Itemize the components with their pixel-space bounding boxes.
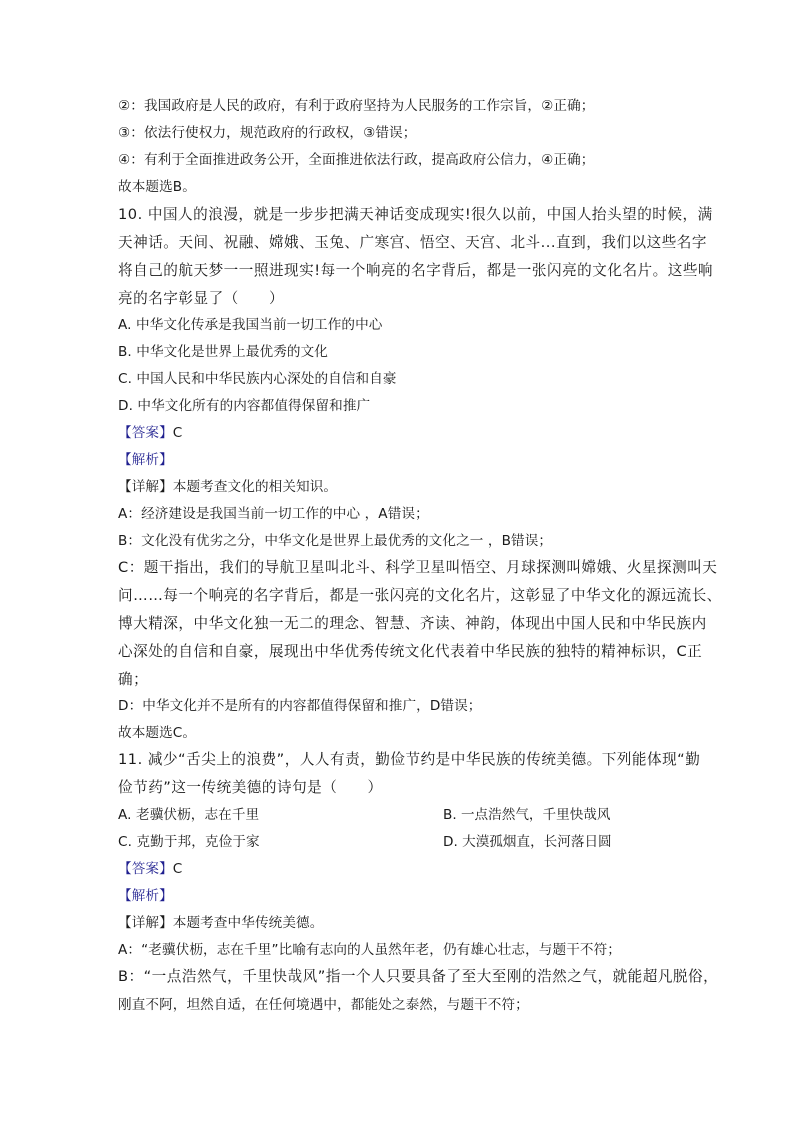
detail-text: 本题考查文化的相关知识。	[172, 479, 338, 495]
q10-option-c: C. 中国人民和中华民族内心深处的自信和自豪	[118, 371, 397, 387]
q10-stem-line-3: 将自己的航天梦一一照进现实!每一个响亮的名字背后，都是一张闪亮的文化名片。这些响	[118, 262, 714, 279]
q10-stem-line-2: 天神话。天间、祝融、嫦娥、玉兔、广寒宫、悟空、天宫、北斗...直到，我们以这些名字	[118, 234, 707, 251]
detail-tag: 【详解】	[118, 915, 173, 931]
q10-analysis-b: B：文化没有优劣之分，中华文化是世界上最优秀的文化之一 ，B错误；	[118, 533, 553, 549]
q10-conclusion: 故本题选C。	[118, 725, 197, 741]
q10-stem-line-1: 10. 中国人的浪漫，就是一步步把满天神话变成现实!很久以前，中国人抬头望的时候，满	[118, 206, 713, 223]
q11-detail	[118, 913, 323, 933]
q11-analysis-b-line-1: B：“一点浩然气，千里快哉风”指一个人只要具备了至大至刚的浩然之气，就能超凡脱俗，	[118, 968, 719, 985]
q10-detail	[118, 477, 337, 497]
q11-option-d: D. 大漠孤烟直，长河落日圆	[443, 834, 612, 850]
q11-option-a: A. 老骥伏枥，志在千里	[118, 807, 260, 823]
q10-stem-line-4: 亮的名字彰显了（ ）	[118, 290, 285, 307]
q11-analysis-b-line-2: 刚直不阿，坦然自适，在任何境遇中，都能处之泰然，与题干不符；	[118, 997, 529, 1013]
q11-option-b: B. 一点浩然气，千里快哉风	[443, 807, 611, 823]
q11-stem-line-2: 俭节药”这一传统美德的诗句是（ ）	[118, 779, 383, 796]
q10-answer	[118, 423, 182, 443]
q10-analysis-tag: 【解析】	[118, 452, 173, 468]
q11-answer	[118, 859, 182, 879]
q10-analysis-c-line-5: 确；	[118, 671, 149, 688]
q11-analysis-a: A：“老骥伏枥，志在千里”比喻有志向的人虽然年老，仍有雄心壮志，与题干不符；	[118, 942, 621, 958]
q10-analysis-c-line-4: 心深处的自信和自豪，展现出中华优秀传统文化代表着中华民族的独特的精神标识，C正	[118, 643, 703, 660]
q10-analysis-c-line-1: C：题干指出，我们的导航卫星叫北斗、科学卫星叫悟空、月球探测叫嫦娥、火星探测叫天	[118, 559, 718, 576]
answer-value: C	[172, 425, 183, 441]
q11-stem-line-1: 11. 减少“舌尖上的浪费”，人人有责，勤俭节约是中华民族的传统美德。下列能体现“勤	[118, 751, 701, 768]
q10-analysis-a: A：经济建设是我国当前一切工作的中心 ，A错误；	[118, 506, 429, 522]
q9-analysis-line-4: ④：有利于全面推进政务公开，全面推进依法行政，提高政府公信力，④正确；	[118, 152, 595, 168]
answer-tag: 【答案】	[118, 425, 173, 441]
q9-conclusion: 故本题选B。	[118, 179, 196, 195]
detail-tag: 【详解】	[118, 479, 173, 495]
q11-analysis-tag: 【解析】	[118, 888, 173, 904]
q10-option-b: B. 中华文化是世界上最优秀的文化	[118, 344, 328, 360]
q10-analysis-d: D：中华文化并不是所有的内容都值得保留和推广，D错误；	[118, 698, 482, 714]
q10-option-a: A. 中华文化传承是我国当前一切工作的中心	[118, 317, 383, 333]
detail-text: 本题考查中华传统美德。	[172, 915, 324, 931]
q10-option-d: D. 中华文化所有的内容都值得保留和推广	[118, 398, 371, 414]
q11-option-c: C. 克勤于邦，克俭于家	[118, 834, 260, 850]
q9-analysis-line-3: ③：依法行使权力，规范政府的行政权，③错误；	[118, 125, 417, 141]
q10-analysis-c-line-3: 博大精深，中华文化独一无二的理念、智慧、齐读、神韵，体现出中国人民和中华民族内	[118, 615, 707, 632]
answer-value: C	[172, 861, 183, 877]
q10-analysis-c-line-2: 问……每一个响亮的名字背后，都是一张闪亮的文化名片，这彰显了中华文化的源远流长、	[118, 587, 722, 604]
q9-analysis-line-2: ②：我国政府是人民的政府，有利于政府坚持为人民服务的工作宗旨，②正确；	[118, 98, 595, 114]
answer-tag: 【答案】	[118, 861, 173, 877]
